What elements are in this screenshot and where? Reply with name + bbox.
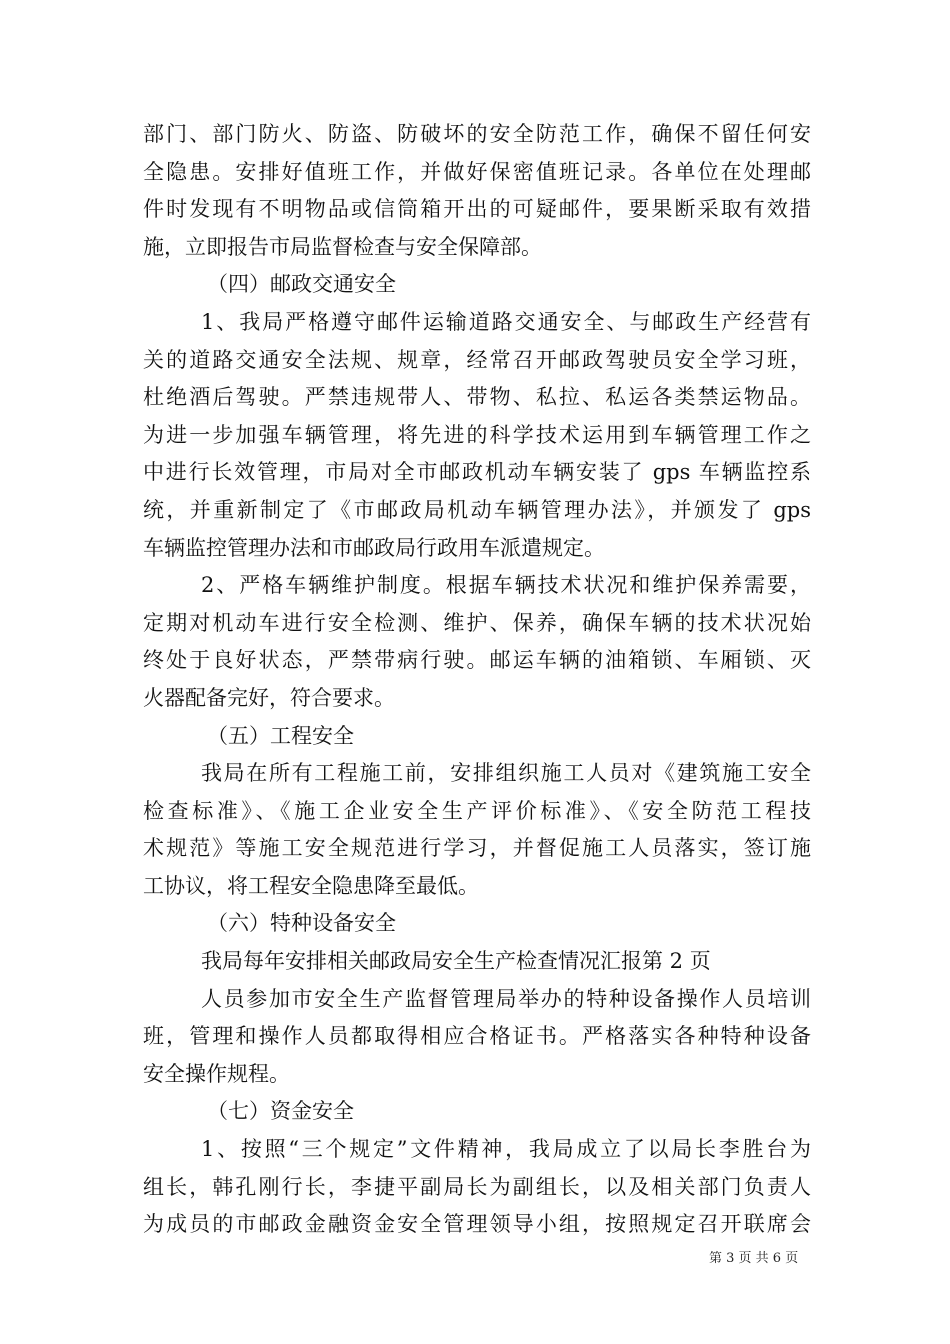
section-heading: （四）邮政交通安全: [207, 272, 396, 297]
text-line: 我局每年安排相关邮政局安全生产检查情况汇报第 2 页: [201, 949, 711, 974]
text-line: 人员参加市安全生产监督管理局举办的特种设备操作人员培训: [201, 986, 811, 1011]
text-line: 1、按照“三个规定”文件精神，我局成立了以局长李胜台为: [201, 1137, 811, 1162]
text-line: 组长，韩孔刚行长，李捷平副局长为副组长，以及相关部门负责人: [143, 1174, 811, 1199]
section-heading: （七）资金安全: [207, 1099, 354, 1124]
text-line: 中进行长效管理，市局对全市邮政机动车辆安装了 gps 车辆监控系: [143, 460, 811, 485]
text-line: 全隐患。安排好值班工作，并做好保密值班记录。各单位在处理邮: [143, 159, 811, 184]
text-line: 施，立即报告市局监督检查与安全保障部。: [143, 234, 542, 259]
text-line: 统，并重新制定了《市邮政局机动车辆管理办法》，并颁发了 gps: [143, 497, 811, 522]
text-line: 班，管理和操作人员都取得相应合格证书。严格落实各种特种设备: [143, 1024, 811, 1049]
section-heading: （五）工程安全: [207, 723, 354, 748]
text-line: 检查标准》、《施工企业安全生产评价标准》、《安全防范工程技: [143, 798, 811, 823]
text-line: 件时发现有不明物品或信筒箱开出的可疑邮件，要果断采取有效措: [143, 197, 811, 222]
text-line: 火器配备完好，符合要求。: [143, 685, 395, 710]
text-line: 1、我局严格遵守邮件运输道路交通安全、与邮政生产经营有: [201, 309, 811, 334]
body-text: [143, 116, 811, 1244]
text-line: 杜绝酒后驾驶。严禁违规带人、带物、私拉、私运各类禁运物品。: [143, 385, 811, 410]
text-line: 定期对机动车进行安全检测、维护、保养，确保车辆的技术状况始: [143, 610, 811, 635]
text-line: 车辆监控管理办法和市邮政局行政用车派遣规定。: [143, 535, 605, 560]
text-line: 我局在所有工程施工前，安排组织施工人员对《建筑施工安全: [201, 761, 811, 786]
text-line: 为成员的市邮政金融资金安全管理领导小组，按照规定召开联席会: [143, 1212, 811, 1237]
text-line: 安全操作规程。: [143, 1061, 290, 1086]
text-line: 终处于良好状态，严禁带病行驶。邮运车辆的油箱锁、车厢锁、灭: [143, 648, 811, 673]
text-line: 关的道路交通安全法规、规章，经常召开邮政驾驶员安全学习班，: [143, 347, 811, 372]
text-line: 部门、部门防火、防盗、防破坏的安全防范工作，确保不留任何安: [143, 122, 811, 146]
text-line: 工协议，将工程安全隐患降至最低。: [143, 873, 479, 898]
text-line: 2、严格车辆维护制度。根据车辆技术状况和维护保养需要，: [201, 573, 811, 598]
text-line: 为进一步加强车辆管理，将先进的科学技术运用到车辆管理工作之: [143, 422, 811, 447]
text-line: 术规范》等施工安全规范进行学习，并督促施工人员落实，签订施: [143, 836, 811, 861]
page-number-footer: 第 3 页 共 6 页: [709, 1251, 799, 1266]
section-heading: （六）特种设备安全: [207, 911, 396, 936]
